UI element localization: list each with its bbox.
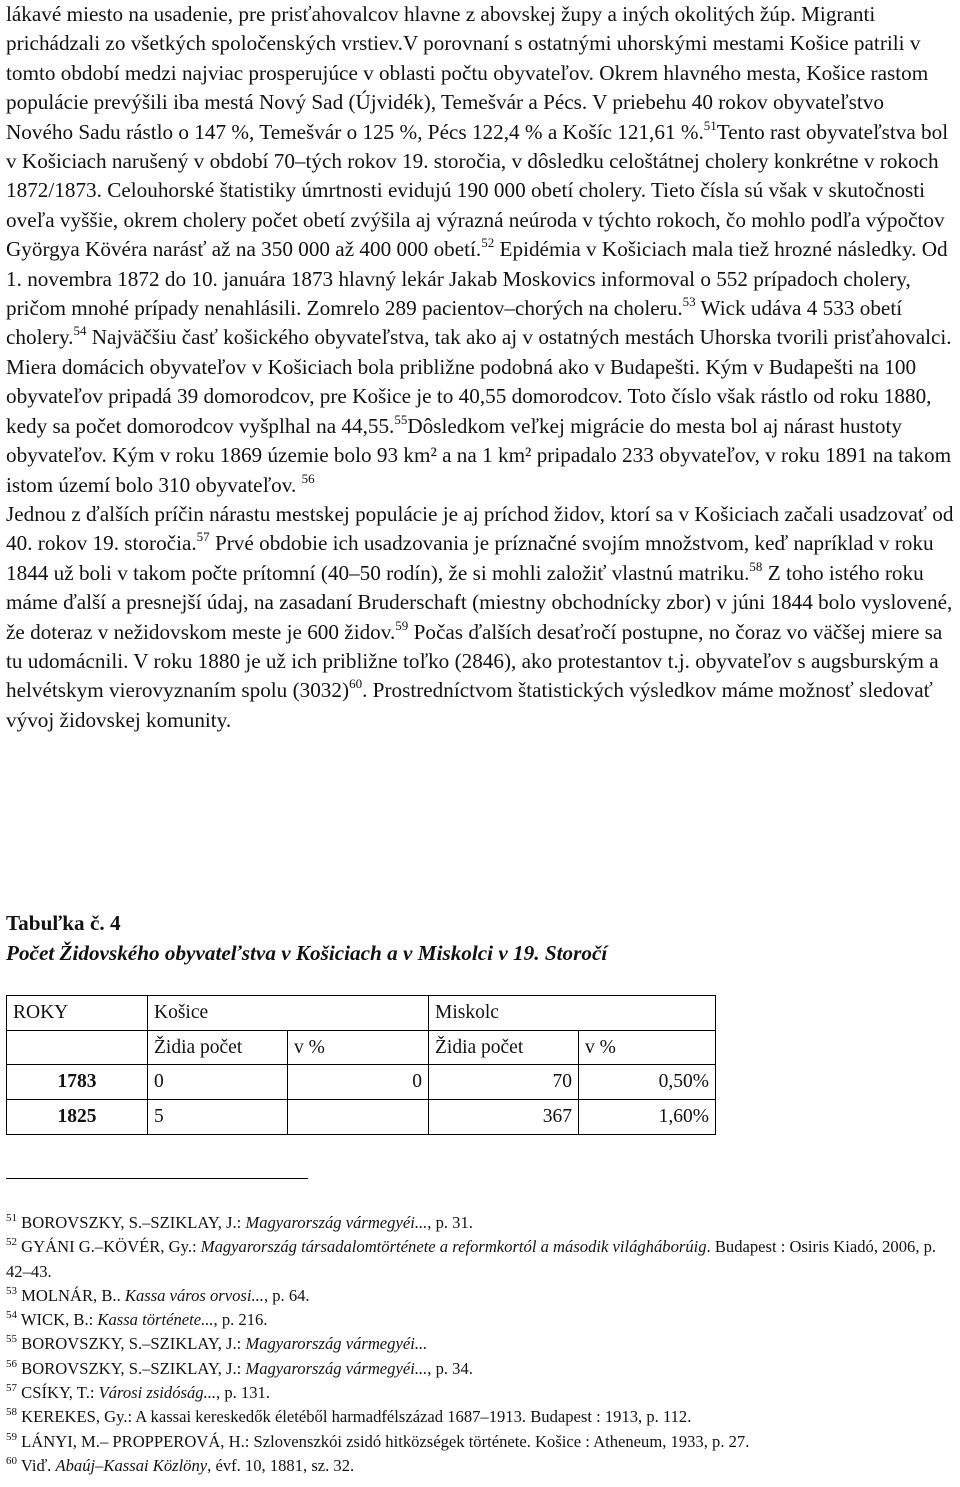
subheader-count-miskolc: Židia počet (429, 1031, 579, 1065)
paragraph (6, 0, 956, 500)
cell-miskolc-count: 70 (429, 1065, 579, 1100)
footnote (6, 1332, 956, 1356)
footnote-number: 59 (6, 1430, 17, 1443)
subheader-pct-kosice: v % (288, 1031, 429, 1065)
footnote-text: , p. 131. (216, 1383, 270, 1403)
header-years: ROKY (7, 996, 148, 1031)
footnote-number: 54 (6, 1309, 17, 1322)
table-header-row (7, 996, 716, 1031)
table-subheader-row (7, 1031, 716, 1065)
header-miskolc: Miskolc (429, 996, 716, 1031)
footnote-text: , p. 31. (427, 1213, 473, 1232)
footnote-text: , p. 216. (213, 1310, 268, 1330)
footnote-ref: 52 (481, 235, 495, 251)
text-run: Jednou z ďalších príčin nárastu mestskej populácie je aj príchod židov, ktorí sa v Košiciach začali usadzovať od 40. rokov 19. storočia. (6, 501, 954, 556)
footnote-title: Magyarország vármegyéi... (245, 1213, 428, 1232)
footnote-title: Kassa története... (97, 1310, 214, 1330)
footnote-ref: 60 (349, 676, 363, 692)
text-run: Počas ďalších desaťročí postupne, no čoraz vo väčšej miere sa tu udomácnili. V roku 1880 je už ich približne toľko (2846), ako protestantov t.j. obyvateľov s augsburským a helvétskym vierovyznaním spolu (3032) (6, 619, 943, 703)
footnote-text: BOROVSZKY, S.–SZIKLAY, J.: (17, 1358, 246, 1378)
footnote (6, 1454, 956, 1478)
footnote-number: 58 (6, 1406, 17, 1419)
text-run: Z toho istého roku máme ďalší a presnejší údaj, na zasadaní Bruderschaft (miestny obchodnícky zbor) v júni 1844 bolo vyslovené, že doteraz v nežidovskom meste je 600 židov. (6, 560, 953, 644)
table-row (7, 1065, 716, 1100)
footnote-text: LÁNYI, M.– PROPPEROVÁ, H.: Szlovenszkói zsidó hitközségek története. Košice : Atheneum, 1933, p. 27. (17, 1431, 750, 1451)
footnote-title: Magyarország társadalomtörténete a reformkortól a második világháborúig (200, 1237, 707, 1257)
footnote-separator (6, 1178, 308, 1179)
footnote-title: Magyarország vármegyéi... (245, 1358, 428, 1378)
text-run: Prvé obdobie ich usadzovania je príznačné svojím množstvom, keď napríklad v roku 1844 už boli v takom počte prítomní (40–50 rodín), že si mohli založiť vlastnú matriku. (6, 531, 934, 585)
text-run: Dôsledkom veľkej migrácie do mesta bol aj nárast hustoty obyvateľov. Kým v roku 1869 územie bolo 93 km² a na 1 km² pripadalo 233 obyvateľov, v roku 1891 na takom istom území bolo 310 obyvateľov. (6, 413, 952, 497)
text-run: Tento rast obyvateľstva bol v Košiciach narušený v období 70–tých rokov 19. storočia, v dôsledku celoštátnej cholery konkrétne v rokoch 1872/1873. Celouhorské štatistiky úmrtnosti evidujú 190 000 obetí cholery. Tieto čísla sú však v skutočnosti oveľa vyššie, okrem cholery počet obetí zvýšila aj výrazná neúroda v týchto rokoch, čo mohlo podľa výpočtov Györgya Kövéra narásť až na 350 000 až 400 000 obetí. (6, 119, 949, 262)
footnote (6, 1405, 956, 1429)
footnote-text: BOROVSZKY, S.–SZIKLAY, J.: (17, 1213, 246, 1232)
footnote-text: Viď. (17, 1455, 56, 1475)
footnote-text: BOROVSZKY, S.–SZIKLAY, J.: (17, 1334, 246, 1354)
footnote-ref: 53 (682, 294, 696, 310)
footnote-title: Kassa város orvosi... (124, 1285, 264, 1305)
footnote-number: 51 (6, 1212, 17, 1224)
footnotes (6, 1211, 956, 1478)
footnote-text: , évf. 10, 1881, sz. 32. (207, 1455, 355, 1475)
footnote-ref: 57 (196, 529, 210, 545)
footnote-ref: 58 (749, 558, 763, 574)
text-run: Wick udáva 4 533 obetí cholery. (6, 296, 903, 350)
cell-miskolc-pct: 1,60% (579, 1100, 716, 1135)
table-row (7, 1100, 716, 1135)
footnote-number: 52 (6, 1236, 17, 1249)
footnote-text: WICK, B.: (17, 1310, 98, 1330)
cell-kosice-count: 0 (148, 1065, 288, 1100)
footnote-text: , p. 34. (427, 1358, 473, 1378)
footnote-title: Városi zsidóság... (98, 1383, 217, 1403)
footnote (6, 1381, 956, 1405)
paragraph (6, 500, 956, 735)
footnote-number: 60 (6, 1454, 17, 1467)
subheader-empty (7, 1031, 148, 1065)
cell-miskolc-pct: 0,50% (579, 1065, 716, 1100)
footnote-ref: 51 (703, 117, 717, 133)
footnote (6, 1357, 956, 1381)
footnote-number: 57 (6, 1382, 17, 1395)
cell-kosice-pct: 0 (288, 1065, 429, 1100)
cell-kosice-pct (288, 1100, 429, 1135)
footnote-ref: 59 (395, 617, 409, 633)
row-year: 1783 (7, 1065, 148, 1100)
subheader-count-kosice: Židia počet (148, 1031, 288, 1065)
subheader-pct-miskolc: v % (579, 1031, 716, 1065)
footnote (6, 1430, 956, 1454)
footnote (6, 1211, 956, 1235)
jewish-population-table (6, 995, 716, 1135)
footnote-text: , p. 64. (263, 1285, 310, 1305)
footnote (6, 1235, 956, 1284)
table-title: Počet Židovského obyvateľstva v Košiciach a v Miskolci v 19. Storočí (6, 941, 608, 965)
footnote-text: . Budapest : Osiris Kiadó, 2006, p. 42–43. (6, 1237, 937, 1281)
table-label: Tabuľka č. 4 (6, 911, 121, 935)
footnote-text: MOLNÁR, B.. (17, 1285, 125, 1305)
footnote-ref: 56 (301, 470, 315, 486)
footnote-number: 56 (6, 1357, 17, 1370)
text-run: lákavé miesto na usadenie, pre prisťahovalcov hlavne z abovskej župy a iných okolitých žúp. Migranti prichádzali zo všetkých spoločenských vrstiev. (6, 2, 876, 56)
cell-miskolc-count: 367 (429, 1100, 579, 1135)
table-caption (6, 908, 607, 968)
body-text (6, 0, 956, 735)
footnote-ref: 54 (73, 323, 87, 339)
footnote-title: Magyarország vármegyéi... (245, 1334, 428, 1354)
cell-kosice-count: 5 (148, 1100, 288, 1135)
footnote-ref: 55 (394, 411, 408, 427)
text-run: Epidémia v Košiciach mala tiež hrozné následky. Od 1. novembra 1872 do 10. januára 1873 hlavný lekár Jakab Moskovics informoval o 552 prípadoch cholery, pričom mnohé prípady nenahlásili. Zomrelo 289 pacientov–chorých na choleru. (6, 237, 948, 321)
header-kosice: Košice (148, 996, 429, 1031)
footnote-number: 53 (6, 1284, 17, 1297)
footnote-number: 55 (6, 1333, 17, 1346)
text-run: Najväčšiu časť košického obyvateľstva, tak ako aj v ostatných mestách Uhorska tvorili prisťahovalci. Miera domácich obyvateľov v Košiciach bola približne podobná ako v Budapešti. Kým v Budapešti na 100 obyvateľov pripadá 39 domorodcov, pre Košice je to 40,55 domorodcov. Toto číslo však rástlo od roku 1880, kedy sa počet domorodcov vyšplhal na 44,55. (6, 325, 952, 438)
footnote (6, 1308, 956, 1332)
footnote-text: GYÁNI G.–KÖVÉR, Gy.: (17, 1237, 201, 1257)
footnote-title: Abaúj–Kassai Közlöny (55, 1455, 208, 1475)
footnote (6, 1284, 956, 1308)
footnote-text: KEREKES, Gy.: A kassai kereskedők életéből harmadfélszázad 1687–1913. Budapest : 1913, p. 112. (17, 1407, 692, 1427)
row-year: 1825 (7, 1100, 148, 1135)
text-run: V porovnaní s ostatnými uhorskými mestami Košice patrili v tomto období medzi najviac prosperujúce v oblasti počtu obyvateľov. Okrem hlavného mesta, Košice rastom populácie prevýšili iba mestá Nový Sad (Újvidék), Temešvár a Pécs. V priebehu 40 rokov obyvateľstvo Nového Sadu rástlo o 147 %, Temešvár o 125 %, Pécs 122,4 % a Košíc 121,61 %. (6, 31, 929, 144)
text-run: . Prostredníctvom štatistických výsledkov máme možnosť sledovať vývoj židovskej komunity. (6, 678, 933, 732)
footnote-text: CSÍKY, T.: (17, 1383, 99, 1403)
